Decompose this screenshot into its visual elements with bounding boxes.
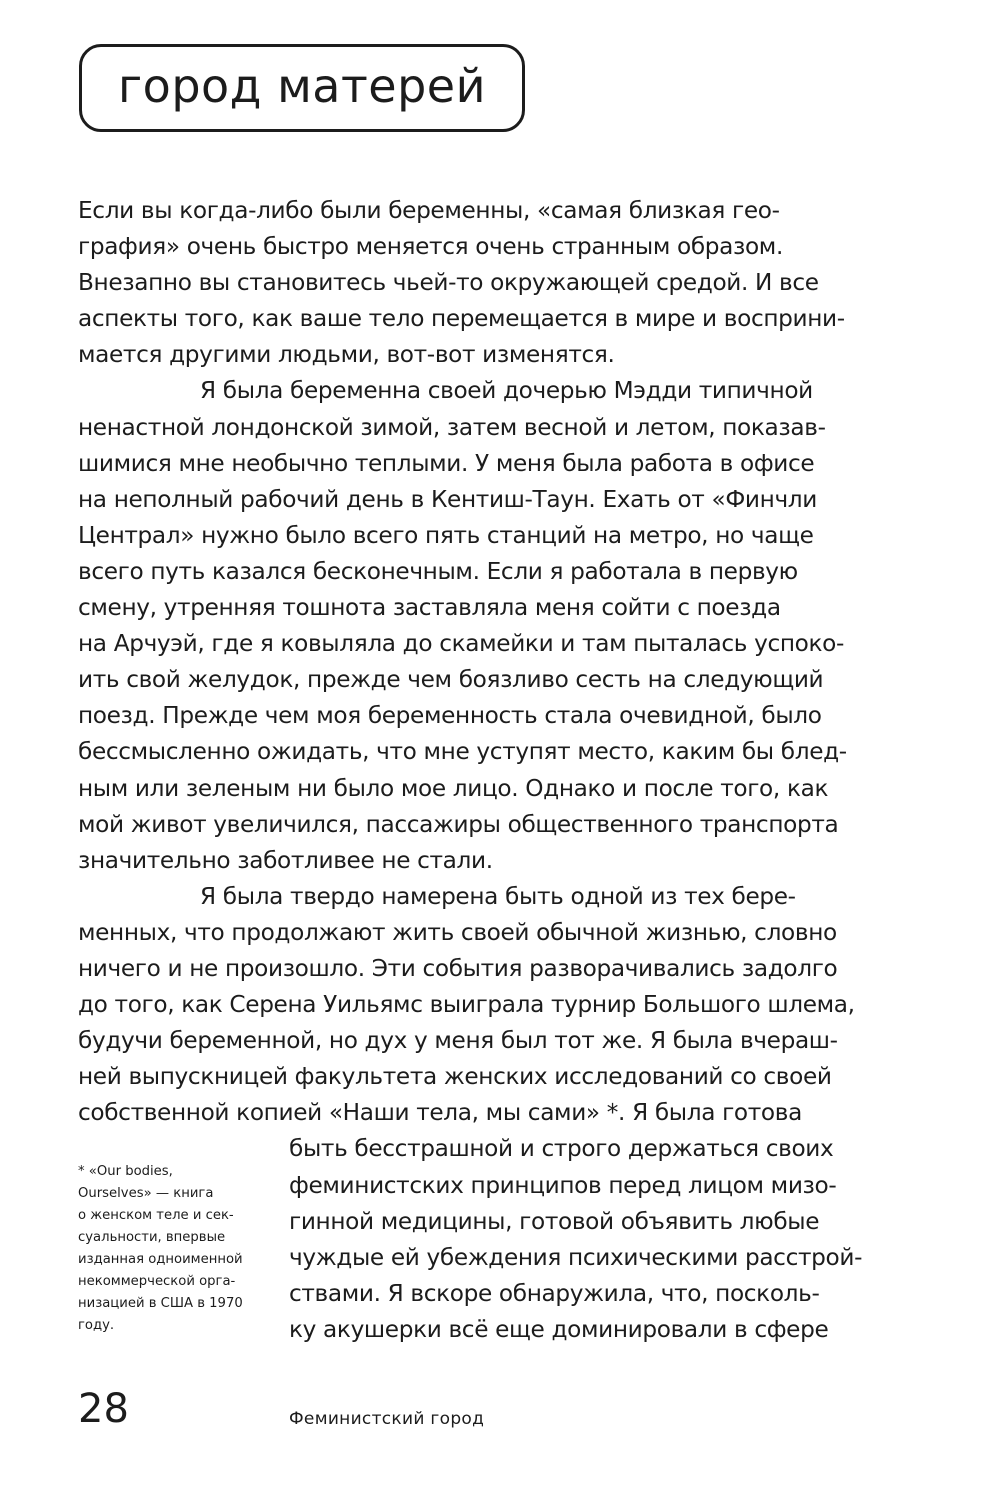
body-line: графия» очень быстро меняется очень странным образом. <box>78 233 783 261</box>
body-line: Я была твердо намерена быть одной из тех бере- <box>200 882 796 910</box>
body-line: быть бесстрашной и строго держаться своих <box>289 1135 834 1163</box>
body-line: Внезапно вы становитесь чьей-то окружающей средой. И все <box>78 269 819 297</box>
body-line: мой живот увеличился, пассажиры общественного транспорта <box>78 810 839 838</box>
body-line: до того, как Серена Уильямс выиграла турнир Большого шлема, <box>78 991 855 1019</box>
body-line: ней выпускницей факультета женских исследований со своей <box>78 1063 832 1091</box>
footnote-line: низацией в США в 1970 <box>78 1296 243 1311</box>
body-line: будучи беременной, но дух у меня был тот же. Я была вчераш- <box>78 1027 838 1055</box>
chapter-title: город матерей <box>118 59 486 113</box>
footnote-line: * «Our bodies, <box>78 1164 173 1179</box>
running-footer: Феминистский город <box>289 1409 485 1429</box>
body-line: менных, что продолжают жить своей обычной жизнью, словно <box>78 918 837 946</box>
body-line: ным или зеленым ни было мое лицо. Однако и после того, как <box>78 774 829 802</box>
footnote-line: суальности, впервые <box>78 1230 226 1245</box>
footnote-reference-line: собственной копией «Наши тела, мы сами» *. Я была готова <box>78 1099 802 1127</box>
footnote-line: о женском теле и сек- <box>78 1208 234 1223</box>
body-line: ствами. Я вскоре обнаружила, что, посколь- <box>289 1279 820 1307</box>
footnote-line: Ourselves» — книга <box>78 1186 214 1201</box>
footnote-line: году. <box>78 1318 115 1333</box>
body-line: ненастной лондонской зимой, затем весной и летом, показав- <box>78 413 826 441</box>
body-line: Если вы когда-либо были беременны, «самая близкая гео- <box>78 197 780 224</box>
body-line: феминистских принципов перед лицом мизо- <box>289 1171 837 1199</box>
body-line: ничего и не произошло. Эти события разворачивались задолго <box>78 954 838 982</box>
body-line: шимися мне необычно теплыми. У меня была работа в офисе <box>78 449 815 477</box>
body-line: на Арчуэй, где я ковыляла до скамейки и там пыталась успоко- <box>78 630 845 658</box>
body-line: поезд. Прежде чем моя беременность стала очевидной, было <box>78 702 822 730</box>
body-line: всего путь казался бесконечным. Если я работала в первую <box>78 557 798 585</box>
footnote-line: изданная одноименной <box>78 1252 243 1267</box>
body-line: ку акушерки всё еще доминировали в сфере <box>289 1315 829 1343</box>
body-line: Централ» нужно было всего пять станций на метро, но чаще <box>78 521 814 549</box>
body-line: на неполный рабочий день в Кентиш-Таун. Ехать от «Финчли <box>78 485 817 513</box>
body-line: гинной медицины, готовой объявить любые <box>289 1207 820 1235</box>
body-line: смену, утренняя тошнота заставляла меня сойти с поезда <box>78 594 781 622</box>
footnote-line: некоммерческой орга- <box>78 1274 236 1289</box>
page-number: 28 <box>78 1386 129 1432</box>
body-line: Я была беременна своей дочерью Мэдди типичной <box>200 377 813 405</box>
body-line: мается другими людьми, вот-вот изменятся. <box>78 341 615 369</box>
body-line: бессмысленно ожидать, что мне уступят место, каким бы блед- <box>78 738 847 766</box>
body-line: чуждые ей убеждения психическими расстрой- <box>289 1243 863 1271</box>
body-line: аспекты того, как ваше тело перемещается в мире и восприни- <box>78 305 845 333</box>
body-line: ить свой желудок, прежде чем боязливо сесть на следующий <box>78 666 824 694</box>
chapter-title-frame <box>79 44 525 132</box>
footnote <box>78 1161 278 1337</box>
body-line: значительно заботливее не стали. <box>78 846 493 874</box>
